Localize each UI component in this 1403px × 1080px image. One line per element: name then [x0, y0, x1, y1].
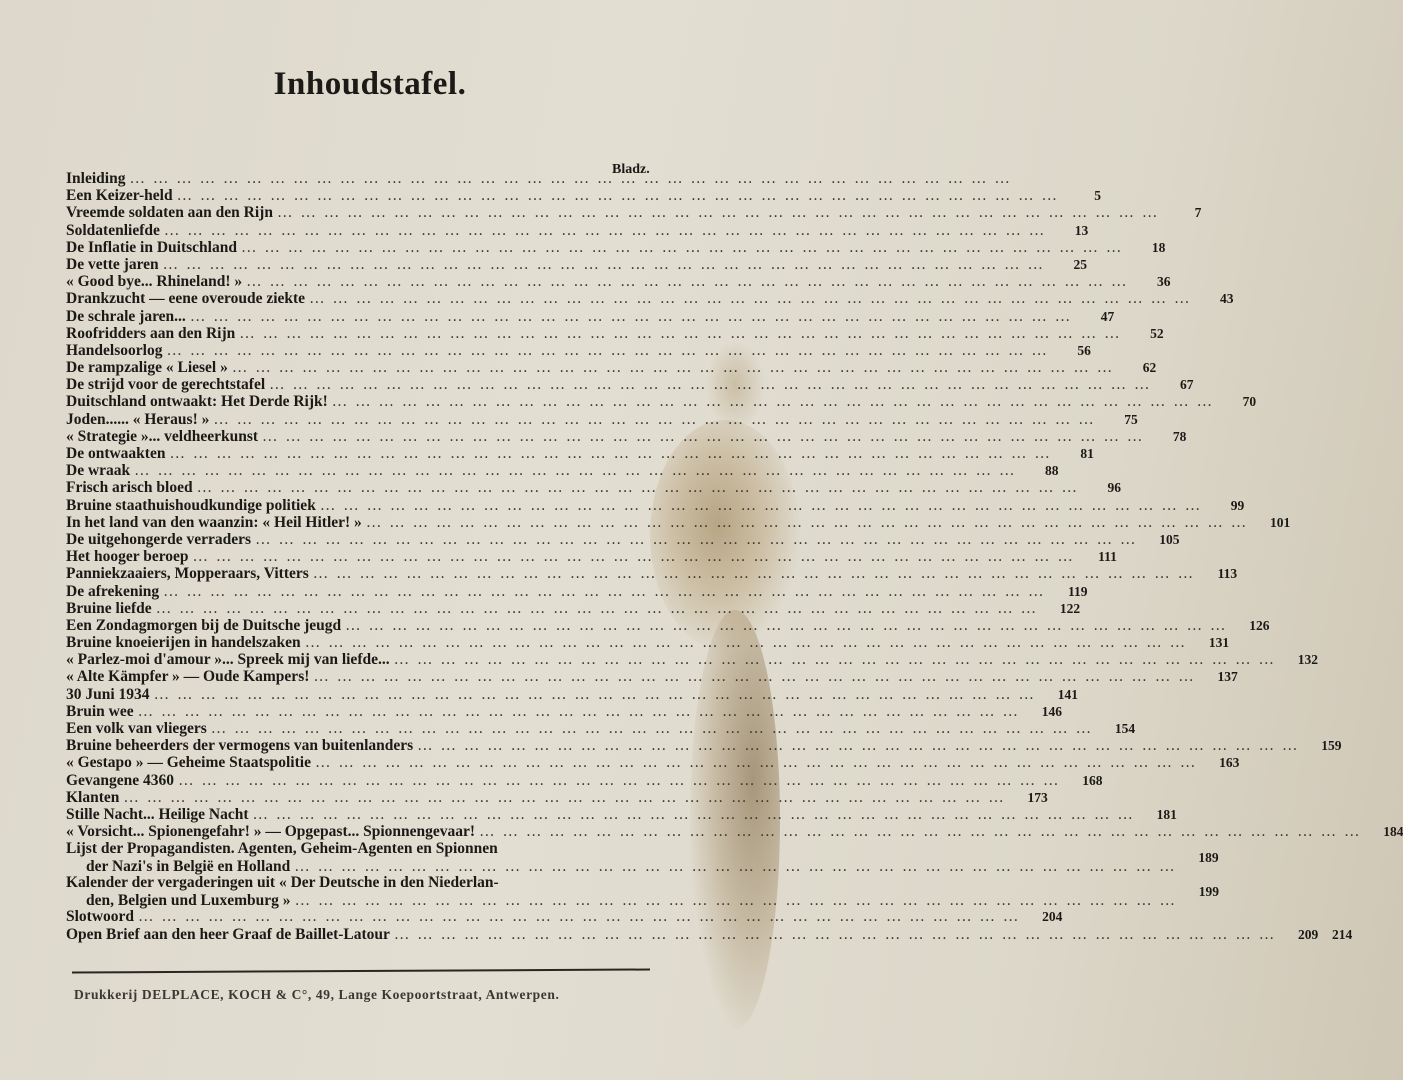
toc-entry-title: Inleiding [66, 170, 126, 187]
toc-entry-page: 204 [1042, 909, 1063, 925]
toc-entry-title: De strijd voor de gerechtstafel [66, 376, 266, 394]
dot-leader [163, 583, 1045, 600]
toc-entry [66, 513, 1291, 531]
toc-entry-page: 159 [1321, 738, 1342, 754]
toc-entry-title: Bruine liefde [66, 599, 152, 617]
dot-leader [313, 668, 1195, 685]
toc-entry-page: 101 [1269, 514, 1291, 530]
toc-entry-title: Panniekzaaiers, Mopperaars, Vitters [66, 565, 309, 583]
toc-entry-title: Open Brief aan den heer Graaf de Baillet-Latour [66, 925, 390, 943]
toc-entry-page: 189 [1198, 849, 1219, 865]
toc-entry [66, 771, 1103, 789]
dot-leader [232, 359, 1114, 376]
dot-leader [313, 565, 1195, 582]
toc-entry-page: 88 [1045, 463, 1059, 479]
toc-entry [66, 290, 1234, 308]
toc-entry-page: 146 [1041, 703, 1062, 719]
toc-entry-title: Slotwoord [66, 908, 135, 926]
toc-entry-page: 113 [1217, 566, 1238, 582]
toc-entry-title: Roofridders aan den Rijn [66, 324, 236, 342]
toc-entry-title: Bruin wee [66, 702, 134, 720]
toc-entry-page: 43 [1219, 291, 1234, 307]
dot-leader [123, 789, 1005, 806]
toc-entry-page: 163 [1219, 755, 1240, 771]
toc-entry-title: Frisch arisch bloed [66, 479, 193, 497]
toc-entry-page: 75 [1124, 411, 1138, 427]
dot-leader [479, 823, 1361, 840]
toc-entry-page: 137 [1217, 669, 1238, 685]
toc-entry-page: 7 [1194, 205, 1202, 221]
toc-entry [66, 565, 1238, 583]
dot-leader [332, 393, 1214, 410]
toc-entry-title: De uitgehongerde verraders [66, 530, 252, 548]
dot-leader [169, 445, 1051, 462]
toc-entry-title: « Strategie »... veldheerkunst [66, 427, 259, 445]
dot-leader [269, 376, 1151, 393]
toc-entry-title: Gevangene 4360 [66, 771, 175, 789]
toc-entry-page: 141 [1057, 686, 1078, 702]
toc-entry-title: In het land van den waanzin: « Heil Hitler! » [66, 513, 362, 531]
toc-entry-page: 173 [1027, 789, 1048, 805]
toc-entry-title: Drankzucht — eene overoude ziekte [66, 290, 306, 308]
toc-entry-title-line: Lijst der Propagandisten. Agenten, Geheim-Agenten en Spionnen [66, 840, 498, 858]
toc-entry-title: Duitschland ontwaakt: Het Derde Rijk! [66, 393, 328, 411]
dot-leader [394, 651, 1276, 668]
toc-entry-title: « Alte Kämpfer » — Oude Kampers! [66, 668, 310, 686]
toc-entry-page: 111 [1098, 549, 1117, 565]
dot-leader [239, 325, 1121, 342]
toc-entry [66, 530, 1180, 548]
toc-entry-title-line: Kalender der vergaderingen uit « Der Deutsche in den Niederlan- [66, 874, 499, 892]
dot-leader [129, 170, 1011, 187]
toc-entry-title: Een Zondagmorgen bij de Duitsche jeugd [66, 616, 342, 634]
toc-entry-page: 131 [1208, 635, 1230, 651]
toc-entry [66, 341, 1091, 359]
toc-entry [66, 479, 1121, 497]
dot-leader [320, 497, 1202, 514]
toc-entry [66, 376, 1194, 394]
toc-entry-page: 47 [1100, 308, 1115, 324]
toc-entry [66, 410, 1138, 428]
dot-leader [154, 686, 1036, 703]
toc-entry [66, 616, 1270, 634]
table-of-contents [66, 170, 1403, 943]
toc-entry [66, 187, 1101, 205]
toc-entry-title: De schrale jaren... [66, 307, 186, 325]
dot-leader [164, 222, 1046, 239]
dot-leader [178, 772, 1060, 789]
toc-entry-page: 184 [1383, 824, 1403, 840]
toc-entry [66, 908, 1063, 926]
toc-entry [66, 445, 1094, 462]
toc-entry [66, 720, 1136, 737]
toc-entry-page: 105 [1159, 531, 1180, 547]
toc-entry-page: 126 [1249, 617, 1270, 633]
toc-entry-title: Een volk van vliegers [66, 720, 207, 737]
dot-leader [309, 290, 1191, 307]
toc-entry-title: Bruine staathuishoudkundige politiek [66, 496, 316, 514]
toc-entry [66, 582, 1088, 600]
dot-leader [253, 806, 1135, 823]
dot-leader [255, 531, 1137, 548]
toc-entry [66, 634, 1230, 652]
toc-entry-title: De wraak [66, 462, 131, 480]
toc-entry-title: Vreemde soldaten aan den Rijn [66, 204, 273, 222]
dot-leader [156, 600, 1038, 617]
toc-entry-title: De afrekening [66, 582, 160, 600]
toc-entry [66, 462, 1059, 480]
toc-entry-title: Het hooger beroep [66, 548, 189, 566]
toc-entry-page: 168 [1082, 772, 1103, 788]
toc-entry-title: Bruine knoeierijen in handelszaken [66, 634, 301, 652]
toc-entry-title: « Gestapo » — Geheime Staatspolitie [66, 754, 311, 772]
toc-entry-page: 132 [1297, 652, 1318, 668]
dot-leader [315, 754, 1197, 771]
toc-entry [66, 805, 1177, 823]
toc-entry-title: De ontwaakten [66, 445, 166, 462]
toc-entry-title: Een Keizer-held [66, 187, 173, 205]
toc-entry-title: Klanten [66, 788, 120, 806]
dot-leader [193, 548, 1075, 565]
toc-entry [66, 685, 1078, 703]
dot-leader [246, 273, 1128, 290]
dot-leader [211, 720, 1093, 737]
toc-entry [66, 702, 1062, 720]
toc-entry-page: 81 [1080, 446, 1094, 461]
toc-entry-page: 62 [1142, 360, 1157, 376]
toc-entry-page: 119 [1068, 583, 1088, 599]
toc-entry-title: Bruine beheerders der vermogens van buitenlanders [66, 737, 414, 755]
toc-entry [66, 496, 1245, 514]
dot-leader [138, 703, 1020, 720]
toc-entry [66, 668, 1238, 686]
toc-entry-title-continued: den, Belgien und Luxemburg » [86, 891, 291, 909]
toc-entry [66, 427, 1187, 445]
toc-entry [66, 204, 1202, 222]
toc-entry [66, 359, 1157, 377]
dot-leader [277, 204, 1159, 221]
toc-entry-page: 96 [1107, 480, 1121, 496]
toc-entry-title: 30 Juni 1934 [66, 685, 150, 703]
dot-leader [177, 187, 1059, 204]
toc-entry [66, 599, 1081, 617]
toc-entry [66, 823, 1403, 841]
toc-entry [66, 255, 1088, 273]
toc-entry [66, 925, 1353, 943]
toc-entry-title-continued: der Nazi's in België en Holland [86, 857, 291, 875]
toc-entry-title: « Parlez-moi d'amour »... Spreek mij van liefde... [66, 651, 390, 669]
dot-leader [213, 411, 1095, 428]
dot-leader [294, 858, 1176, 875]
toc-entry [66, 393, 1257, 411]
toc-entry-page: 70 [1242, 394, 1257, 410]
toc-entry [66, 737, 1342, 755]
toc-entry [66, 238, 1166, 256]
toc-entry-page: 5 [1094, 188, 1101, 204]
toc-entry [66, 273, 1171, 291]
dot-leader [394, 926, 1276, 943]
toc-entry-page: 25 [1073, 256, 1088, 272]
toc-entry-title-block [66, 874, 1177, 908]
toc-entry-title-block [66, 840, 1177, 874]
toc-entry [66, 788, 1048, 806]
dot-leader [190, 308, 1072, 325]
dot-leader [345, 617, 1227, 634]
toc-entry-title-line-2 [66, 858, 1177, 875]
toc-entry-title: De rampzalige « Liesel » [66, 359, 228, 377]
toc-entry-title: Joden...... « Heraus! » [66, 410, 210, 428]
dot-leader [295, 892, 1177, 909]
dot-leader [166, 342, 1048, 359]
page-title: Inhoudstafel. [273, 66, 467, 102]
dot-leader [138, 908, 1020, 925]
toc-entry-title: De Inflatie in Duitschland [66, 238, 237, 256]
toc-entry-page: 18 [1151, 239, 1166, 255]
toc-entry-page: 99 [1230, 497, 1245, 513]
toc-entry-page: 122 [1059, 600, 1081, 616]
toc-entry-page: 199 [1198, 883, 1219, 899]
toc-entry-page: 209 [1298, 926, 1319, 942]
dot-leader [197, 479, 1079, 496]
toc-entry-page: 13 [1074, 222, 1089, 238]
toc-entry-title: « Good bye... Rhineland! » [66, 273, 243, 291]
toc-entry [66, 754, 1240, 772]
toc-entry-page-extra: 214 [1332, 926, 1353, 942]
toc-entry [66, 170, 644, 187]
toc-entry [66, 221, 1089, 239]
dot-leader [163, 256, 1045, 273]
dot-leader [241, 239, 1123, 256]
dot-leader [417, 737, 1299, 754]
printer-imprint: Drukkerij DELPLACE, KOCH & C°, 49, Lange Koepoortstraat, Antwerpen. [74, 987, 560, 1002]
toc-entry-page: 181 [1156, 806, 1177, 822]
toc-entry [66, 548, 1117, 566]
toc-entry-page: 154 [1114, 721, 1136, 736]
toc-entry [66, 324, 1164, 342]
footer-rule [72, 968, 650, 973]
toc-entry-page: 52 [1150, 325, 1164, 341]
dot-leader [305, 634, 1187, 651]
toc-entry [66, 307, 1115, 325]
toc-entry-title: Soldatenliefde [66, 221, 160, 239]
toc-entry-title: Handelsoorlog [66, 341, 163, 359]
toc-entry-page: 67 [1180, 377, 1194, 393]
toc-entry [66, 840, 1219, 875]
toc-entry-title: « Vorsicht... Spionengefahr! » — Opgepast... Spionnengevaar! [66, 823, 476, 841]
dot-leader [134, 462, 1016, 479]
dot-leader [262, 428, 1144, 445]
toc-entry-title: De vette jaren [66, 255, 159, 273]
toc-entry-page: 36 [1157, 274, 1171, 290]
toc-entry-page: 56 [1077, 342, 1091, 358]
dot-leader [366, 514, 1248, 531]
toc-entry-page: 78 [1172, 428, 1187, 444]
toc-entry-title: Stille Nacht... Heilige Nacht [66, 805, 249, 823]
toc-entry [66, 874, 1219, 909]
toc-entry [66, 651, 1318, 669]
page-column-header: Bladz. [612, 162, 650, 177]
toc-entry-title-line-2 [66, 892, 1177, 909]
